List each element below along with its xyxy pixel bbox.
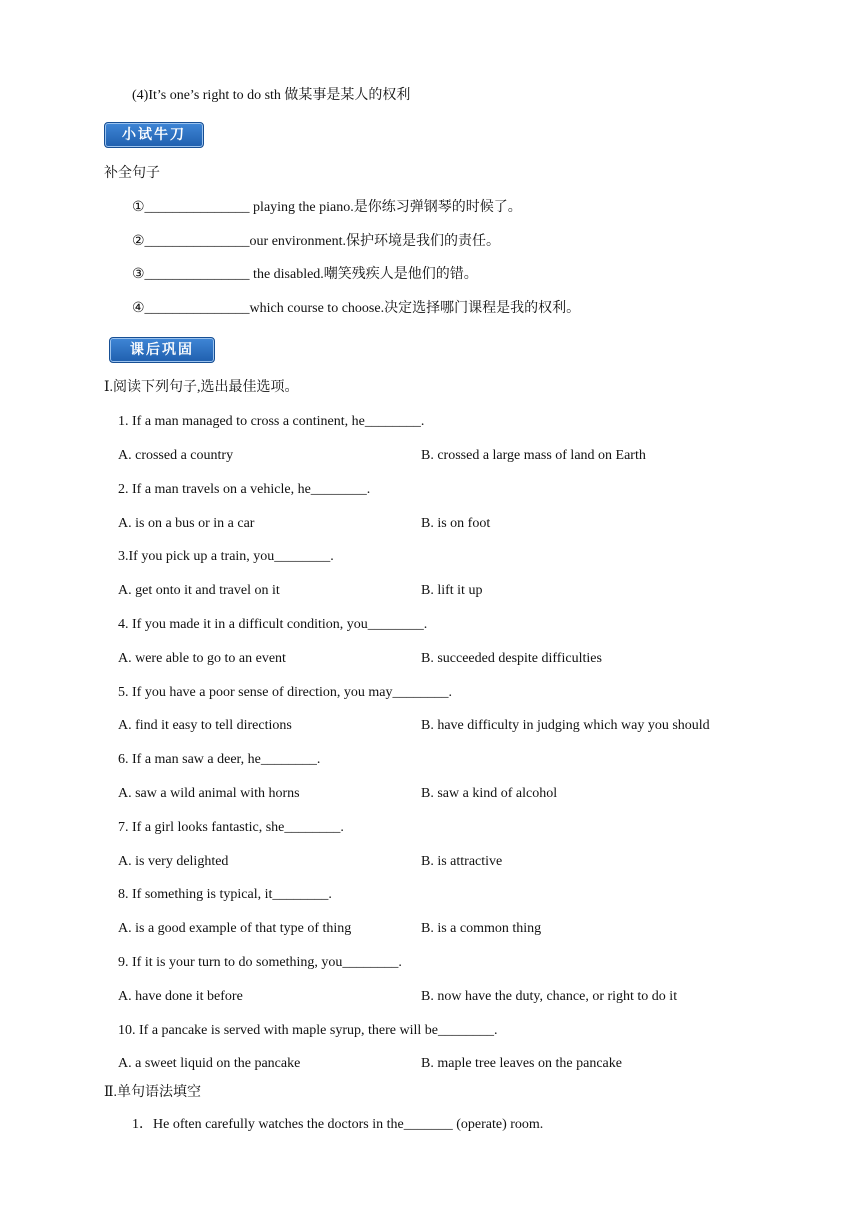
question-text: 6. If a man saw a deer, he________.: [118, 752, 321, 767]
option-a: A. get onto it and travel on it: [118, 583, 280, 598]
question-text: 5. If you have a poor sense of direction, you may________.: [118, 685, 452, 700]
option-b: B. have difficulty in judging which way you should: [421, 718, 710, 733]
question-text: 3.If you pick up a train, you________.: [118, 549, 334, 564]
part2-heading: Ⅱ.单句语法填空: [104, 1085, 202, 1100]
question-text: 1. If a man managed to cross a continent, he________.: [118, 414, 425, 429]
complete-sentences-heading: 补全句子: [104, 166, 160, 181]
sentence-item: ④_______________which course to choose.决定选择哪门课程是我的权利。: [132, 301, 581, 316]
option-b: B. is a common thing: [421, 921, 542, 936]
part1-heading: Ⅰ.阅读下列句子,选出最佳选项。: [104, 380, 299, 395]
option-b: B. is on foot: [421, 516, 491, 531]
option-a: A. a sweet liquid on the pancake: [118, 1056, 301, 1071]
fill-item: 1．He often carefully watches the doctors in the_______ (operate) room.: [132, 1117, 544, 1132]
option-b: B. succeeded despite difficulties: [421, 651, 602, 666]
intro-line: (4)It’s one’s right to do sth 做某事是某人的权利: [132, 88, 411, 103]
question-text: 8. If something is typical, it________.: [118, 887, 332, 902]
sentence-item: ②_______________our environment.保护环境是我们的责任。: [132, 234, 500, 249]
option-a: A. is on a bus or in a car: [118, 516, 255, 531]
option-a: A. have done it before: [118, 989, 243, 1004]
option-a: A. saw a wild animal with horns: [118, 786, 300, 801]
practice-badge: 小试牛刀: [104, 122, 204, 148]
question-text: 10. If a pancake is served with maple syrup, there will be________.: [118, 1023, 498, 1038]
option-a: A. were able to go to an event: [118, 651, 286, 666]
option-a: A. find it easy to tell directions: [118, 718, 292, 733]
sentence-item: ①_______________ playing the piano.是你练习弹钢琴的时候了。: [132, 200, 522, 215]
question-text: 7. If a girl looks fantastic, she________.: [118, 820, 344, 835]
option-b: B. crossed a large mass of land on Earth: [421, 448, 646, 463]
question-text: 2. If a man travels on a vehicle, he________.: [118, 482, 371, 497]
option-a: A. is a good example of that type of thing: [118, 921, 352, 936]
option-b: B. lift it up: [421, 583, 483, 598]
sentence-item: ③_______________ the disabled.嘲笑残疾人是他们的错。: [132, 267, 478, 282]
option-b: B. saw a kind of alcohol: [421, 786, 558, 801]
option-b: B. now have the duty, chance, or right to do it: [421, 989, 678, 1004]
option-a: A. is very delighted: [118, 854, 229, 869]
option-b: B. maple tree leaves on the pancake: [421, 1056, 622, 1071]
option-a: A. crossed a country: [118, 448, 234, 463]
option-b: B. is attractive: [421, 854, 503, 869]
question-text: 9. If it is your turn to do something, you________.: [118, 955, 402, 970]
question-text: 4. If you made it in a difficult condition, you________.: [118, 617, 428, 632]
review-badge: 课后巩固: [109, 337, 215, 363]
